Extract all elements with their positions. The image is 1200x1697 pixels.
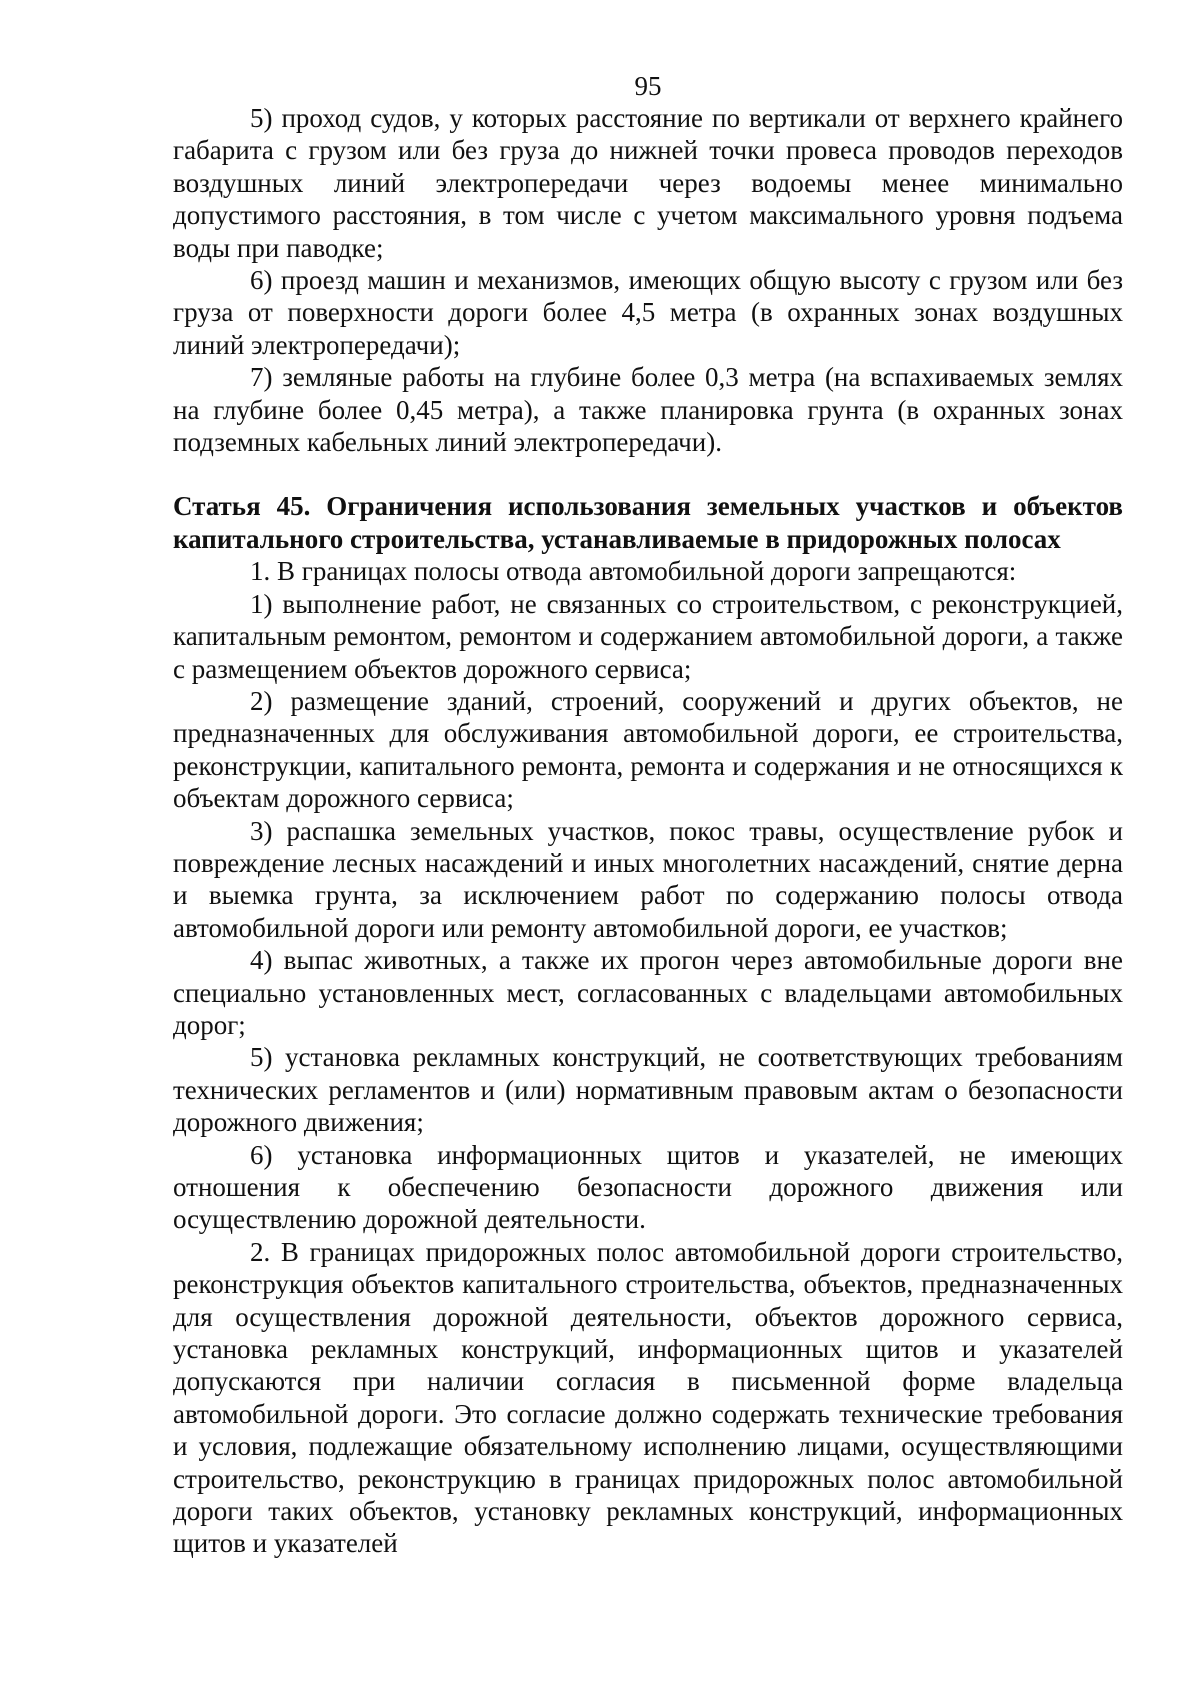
paragraph-clause-1-item-3: 3) распашка земельных участков, покос травы, осуществление рубок и повреждение лесных насаждений и иных многолетних насаждений, снятие дерна и выемка грунта, за исключением работ по содержанию полосы отвода автомобильной дороги или ремонту автомобильной дороги, ее участков;	[173, 815, 1123, 943]
paragraph-item-5-vessels: 5) проход судов, у которых расстояние по вертикали от верхнего крайнего габарита с грузом или без груза до нижней точки провеса проводов переходов воздушных линий электропередачи через водоемы менее минимально допустимого расстояния, в том числе с учетом максимального уровня подъема воды при паводке;	[173, 103, 1123, 263]
paragraph-clause-1-item-6: 6) установка информационных щитов и указателей, не имеющих отношения к обеспечению безопасности дорожного движения или осуществлению дорожной деятельности.	[173, 1139, 1123, 1235]
paragraph-clause-1-intro: 1. В границах полосы отвода автомобильной дороги запрещаются:	[250, 556, 1017, 587]
page-number: 95	[634, 71, 662, 101]
paragraph-clause-1-item-4: 4) выпас животных, а также их прогон через автомобильные дороги вне специально установленных мест, согласованных с владельцами автомобильных дорог;	[173, 945, 1123, 1040]
article-45-title: Статья 45. Ограничения использования земельных участков и объектов капитального строительства, устанавливаемые в придорожных полосах	[173, 491, 1123, 554]
paragraph-item-7-earthworks: 7) земляные работы на глубине более 0,3 метра (на вспахиваемых землях на глубине более 0,45 метра), а также планировка грунта (в охранных зонах подземных кабельных линий электропередачи).	[173, 362, 1123, 458]
section-spacer	[173, 458, 1123, 490]
paragraph-clause-1-item-2: 2) размещение зданий, строений, сооружений и других объектов, не предназначенных для обслуживания автомобильной дороги, ее строительства, реконструкции, капитального ремонта, ремонта и содержания и не относящихся к объектам дорожного сервиса;	[173, 685, 1123, 814]
paragraph-item-6-vehicles: 6) проезд машин и механизмов, имеющих общую высоту с грузом или без груза от поверхности дороги более 4,5 метра (в охранных зонах воздушных линий электропередачи);	[173, 265, 1123, 360]
paragraph-clause-2: 2. В границах придорожных полос автомобильной дороги строительство, реконструкция объектов капитального строительства, объектов, предназначенных для осуществления дорожной деятельности, объектов дорожного сервиса, установка рекламных конструкций, информационных щитов и указателей допускаются при наличии согласия в письменной форме владельца автомобильной дороги. Это согласие должно содержать технические требования и условия, подлежащие обязательному исполнению лицами, осуществляющими строительство, реконструкцию в границах придорожных полос автомобильной дороги таких объектов, установку рекламных конструкций, информационных щитов и указателей	[173, 1236, 1123, 1559]
paragraph-clause-1-item-1: 1) выполнение работ, не связанных со строительством, с реконструкцией, капитальным ремонтом, ремонтом и содержанием автомобильной дороги, а также с размещением объектов дорожного сервиса;	[173, 588, 1123, 684]
document-page	[173, 70, 1123, 1560]
paragraph-clause-1-item-5: 5) установка рекламных конструкций, не соответствующих требованиям технических регламентов и (или) нормативным правовым актам о безопасности дорожного движения;	[173, 1042, 1123, 1138]
